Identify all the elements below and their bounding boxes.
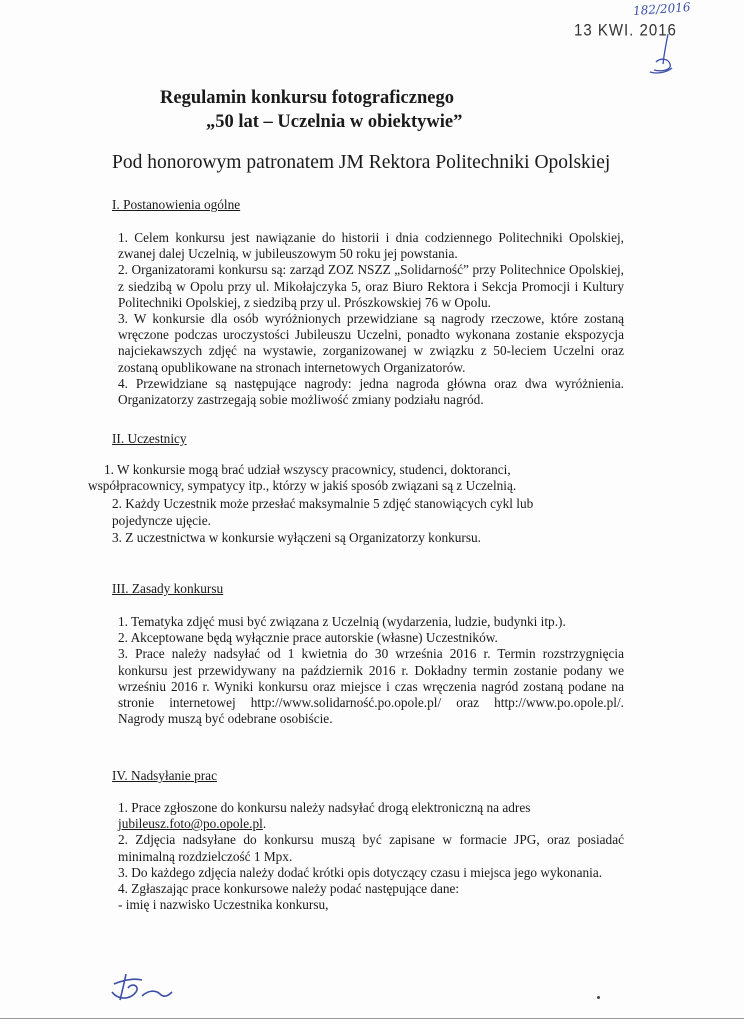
paragraph-line: 1. W konkursie mogą brać udział wszyscy pracownicy, studenci, doktoranci, xyxy=(104,462,511,477)
paragraph-line: 2. Każdy Uczestnik może przesłać maksymalnie 5 zdjęć stanowiących cykl lub xyxy=(112,496,534,511)
section-submission xyxy=(118,800,624,913)
section-heading-general-provisions: I. Postanowienia ogólne xyxy=(112,197,241,212)
handwritten-initials-icon xyxy=(646,32,676,76)
contest-email-link[interactable]: jubileusz.foto@po.opole.pl xyxy=(118,816,263,832)
section-contest-rules xyxy=(118,614,624,727)
received-date-stamp: 13 KWI. 2016 xyxy=(574,21,677,40)
paragraph-item: 3. Do każdego zdjęcia należy dodać krótki opis dotyczący czasu i miejsca jego wykonania. xyxy=(118,864,603,880)
paragraph-line: 3. Z uczestnictwa w konkursie wyłączeni są Organizatorzy konkursu. xyxy=(112,530,481,545)
paragraph-item: 1. Prace zgłoszone do konkursu należy nadsyłać drogą elektroniczną na adres xyxy=(118,800,531,815)
paragraph-item: 2. Akceptowane będą wyłącznie prace autorskie (własne) Uczestników. xyxy=(118,630,498,646)
paragraph-item: 1. Tematyka zdjęć musi być związana z Uczelnią (wydarzenia, ludzie, budynki itp.). xyxy=(118,614,566,629)
section-heading-participants: II. Uczestnicy xyxy=(112,431,187,446)
document-title-line2: „50 lat – Uczelnia w obiektywie” xyxy=(206,112,463,132)
paragraph-item: 3. W konkursie dla osób wyróżnionych przewidziane są nagrody rzeczowe, które zostaną wręczone podczas uroczystości Jubileuszu Uczelni, ponadto wykonana zostanie ekspozycja najciekawszych zdjęć na wystawie, zorganizowanej w związku z 50-leciem Uczelni oraz zostaną opublikowane na stronach internetowych Organizatorów. xyxy=(118,311,624,375)
section-general-provisions xyxy=(118,230,624,408)
handwritten-reference-number: 182/2016 xyxy=(632,0,691,18)
page-bottom-edge xyxy=(0,1018,744,1019)
paragraph-item: 4. Zgłaszając prace konkursowe należy podać następujące dane: xyxy=(118,881,460,897)
section-heading-contest-rules: III. Zasady konkursu xyxy=(112,581,224,596)
document-title-line1: Regulamin konkursu fotograficznego xyxy=(160,88,454,108)
paragraph-item: 2. Zdjęcia nadsyłane do konkursu muszą być zapisane w formacie JPG, oraz posiadać minimalną rozdzielczość 1 Mpx. xyxy=(118,832,624,864)
paragraph-subitem: - imię i nazwisko Uczestnika konkursu, xyxy=(118,897,329,913)
paragraph-item: 1. Celem konkursu jest nawiązanie do historii i dnia codziennego Politechniki Opolskiej, zwanej dalej Uczelnią, w jubileuszowym 50 roku jej powstania. xyxy=(118,230,624,262)
section-heading-submission: IV. Nadsyłanie prac xyxy=(112,768,217,783)
paragraph-line: pojedyncze ujęcie. xyxy=(112,513,211,528)
paragraph-line: współpracownicy, sympatycy itp., którzy w jakiś sposób związani są z Uczelnią. xyxy=(88,478,517,493)
document-subtitle: Pod honorowym patronatem JM Rektora Politechniki Opolskiej xyxy=(112,152,611,173)
paragraph-item: 3. Prace należy nadsyłać od 1 kwietnia do 30 września 2016 r. Termin rozstrzygnięcia konkursu jest przewidywany na październik 2016 r. Dokładny termin zostanie podany we wrześniu 2016 r. Wyniki konkursu oraz miejsce i czas wręczenia nagród zostaną podane na stronie internetowej http://www.solidarność.po.opole.pl/ oraz http://www.po.opole.pl/. Nagrody muszą być odebrane osobiście. xyxy=(118,646,624,727)
period-text: . xyxy=(262,816,267,832)
paragraph-item: 4. Przewidziane są następujące nagrody: jedna nagroda główna oraz dwa wyróżnienia. Organizatorzy zastrzegają sobie możliwość zmiany podziału nagród. xyxy=(118,375,624,408)
ink-dot xyxy=(597,996,600,999)
paragraph-item: 2. Organizatorami konkursu są: zarząd ZOZ NSZZ „Solidarność” przy Politechnice Opolskiej, z siedzibą w Opolu przy ul. Mikołajczyka 5, oraz Biuro Rektora i Sekcja Promocji i Kultury Politechniki Opolskiej, z siedzibą przy ul. Prószkowskiej 76 w Opolu. xyxy=(118,262,624,310)
handwritten-signature-icon xyxy=(108,970,178,1006)
